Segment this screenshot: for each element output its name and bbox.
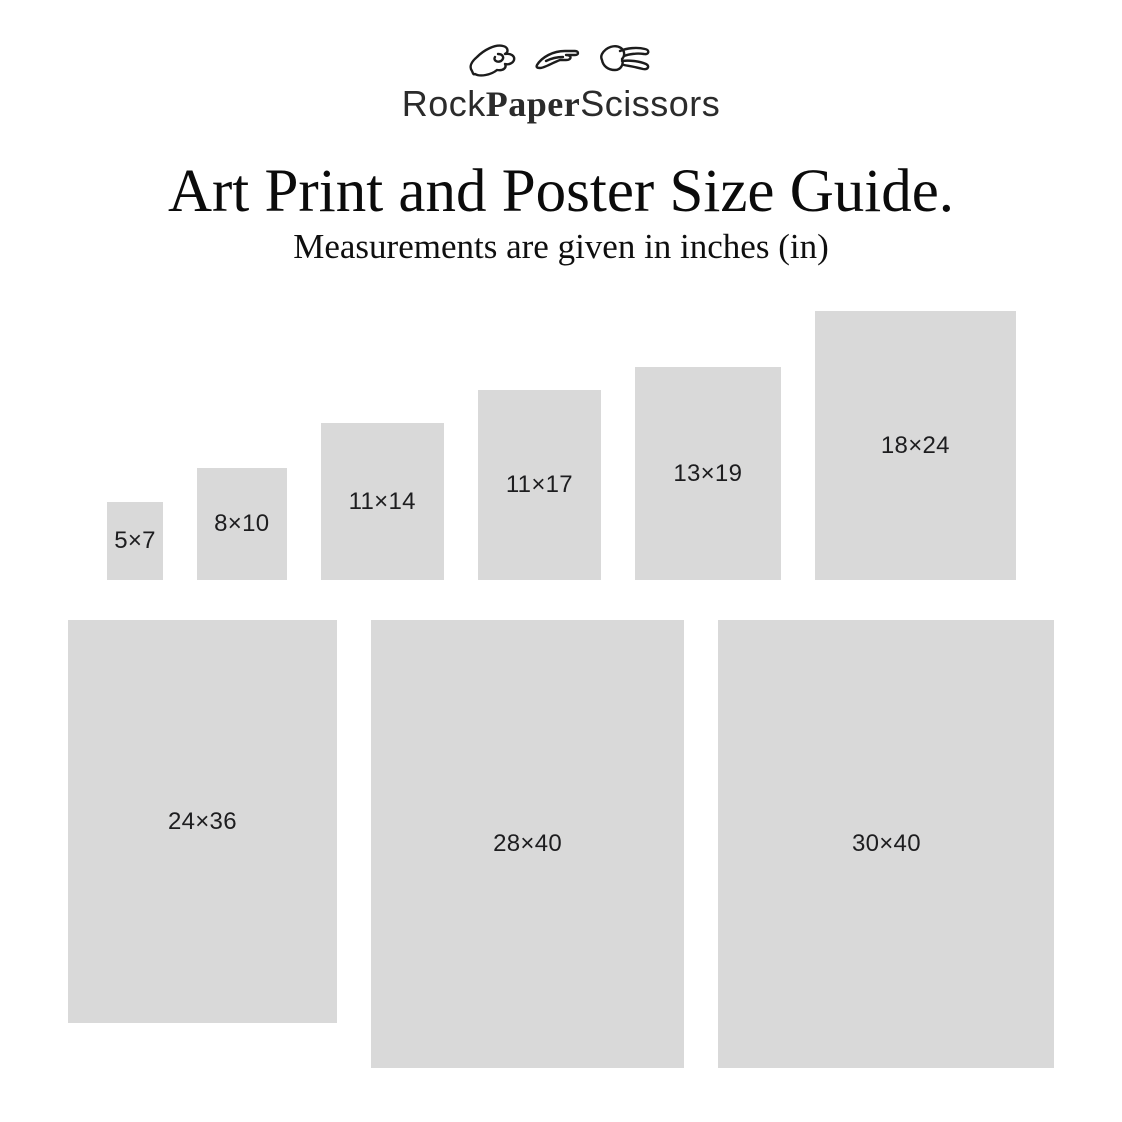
brand-logo [0, 38, 1122, 82]
size-box-24x36 [68, 620, 337, 1023]
brand-wordmark [0, 83, 1122, 125]
rock-hand-icon [467, 40, 523, 80]
size-label: 5×7 [114, 526, 156, 554]
size-box-11x17 [478, 390, 601, 580]
scissors-hand-icon [593, 40, 655, 80]
size-row-small [107, 311, 1016, 580]
wordmark-rock: Rock [401, 83, 486, 124]
size-label: 8×10 [214, 510, 270, 537]
size-box-11x14 [321, 423, 444, 580]
size-box-18x24 [815, 311, 1017, 580]
size-box-30x40 [718, 620, 1054, 1068]
size-box-8x10 [197, 468, 287, 580]
size-label: 13×19 [673, 459, 743, 487]
wordmark-paper: Paper [485, 84, 581, 124]
size-box-5x7 [107, 502, 163, 580]
size-box-13x19 [635, 367, 781, 580]
size-label: 11×14 [348, 487, 416, 515]
paper-hand-icon [535, 40, 581, 80]
page-subtitle: Measurements are given in inches (in) [293, 227, 829, 266]
size-row-large [68, 620, 1054, 1068]
wordmark-scissors: Scissors [580, 83, 721, 124]
size-label: 30×40 [851, 830, 921, 857]
size-label: 28×40 [493, 830, 563, 857]
size-label: 11×17 [505, 470, 573, 498]
page-title: Art Print and Poster Size Guide. [167, 158, 955, 225]
size-label: 24×36 [167, 807, 237, 835]
size-box-28x40 [371, 620, 685, 1068]
size-label: 18×24 [880, 431, 950, 459]
